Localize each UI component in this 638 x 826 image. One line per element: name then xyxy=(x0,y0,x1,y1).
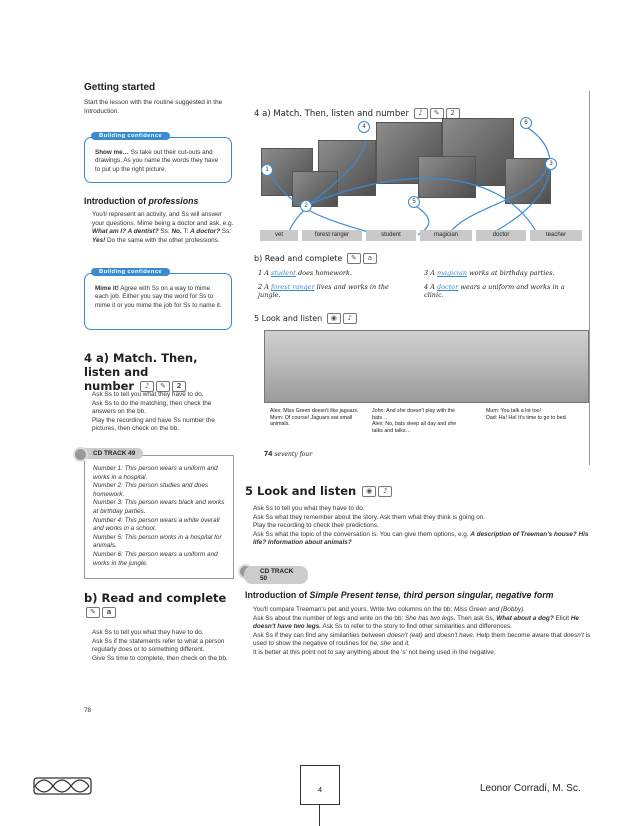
speech: Of course! Jaguars eat small animals. xyxy=(270,414,353,428)
word-label-doctor: doctor xyxy=(476,230,526,241)
item-number: 1 xyxy=(258,269,263,277)
dialogue-line xyxy=(486,415,582,422)
section-4a-instructions xyxy=(92,391,234,434)
instruction-line: Give Ss time to complete, then check on the bb. xyxy=(92,654,228,662)
bc-lead: Mime it! xyxy=(95,285,119,292)
intro-t4: Ss: xyxy=(220,228,232,236)
number-circle-4: 4 xyxy=(358,121,370,133)
footer-author: Leonor Corradi, M. Sc. xyxy=(480,783,581,794)
celtic-knot-logo xyxy=(33,777,93,795)
dialogue-line xyxy=(372,421,468,434)
transcript-line: Number 6: This person wears a uniform and works in the jungle. xyxy=(93,550,218,567)
item-post: works at birthday parties. xyxy=(467,269,555,277)
building-confidence-box-1 xyxy=(84,133,232,183)
number-circle-1: 1 xyxy=(261,164,273,176)
word-label-student: student xyxy=(366,230,416,241)
item-answer: student xyxy=(270,269,296,277)
bc-lead: Show me… xyxy=(95,149,129,156)
listen-icon: ♪ xyxy=(378,486,392,497)
speaker: Alex: xyxy=(270,408,282,414)
section-4a-heading xyxy=(84,351,234,393)
item-answer: magician xyxy=(436,269,468,277)
cd-track-50-badge xyxy=(238,566,308,582)
intro-title-em: professions xyxy=(148,196,199,206)
book-5-title: 5 Look and listen xyxy=(254,314,323,323)
book-item-1 xyxy=(258,269,408,277)
p1-em: Miss Green and (Bobby). xyxy=(454,606,526,613)
cd-track-label: CD TRACK 50 xyxy=(244,566,308,584)
para-2 xyxy=(253,615,593,632)
look-icon: ◉ xyxy=(327,313,341,324)
dialogue-line xyxy=(270,408,366,415)
write-icon: a xyxy=(363,253,377,264)
p3-mid: Help them become aware that xyxy=(474,631,564,639)
book-item-2 xyxy=(258,283,408,299)
intro-professions-text xyxy=(92,211,234,245)
item-number: 2 xyxy=(258,283,263,291)
p2-mid: Then ask Ss, xyxy=(455,614,497,622)
para-1 xyxy=(253,606,593,615)
family-dinner-illustration xyxy=(264,330,589,403)
section-4b-heading xyxy=(84,591,234,619)
intro-simple-present-text xyxy=(253,606,593,658)
book-4a-title: 4 a) Match. Then, listen and number xyxy=(254,109,409,119)
instruction-line: Ask Ss to tell you what they have to do. xyxy=(92,629,204,636)
p3-em4: he, she xyxy=(369,640,391,648)
match-icon: ✎ xyxy=(430,108,444,119)
section-4b-title: b) Read and complete xyxy=(84,591,227,605)
book-item-3 xyxy=(424,269,584,277)
p2-em1: She has two legs. xyxy=(405,614,456,622)
p1-pre: You'll compare Treeman's pet and yours. Write two columns on the bb: xyxy=(253,606,455,613)
getting-started-text: Start the lesson with the routine suggested in the Introduction. xyxy=(84,99,223,115)
item-number: 3 xyxy=(424,269,429,277)
building-confidence-text xyxy=(95,285,225,310)
bc-body: Agree with Ss on a way to mime each job. Either you say the word for Ss to mime it or you mime the job for Ss to name it. xyxy=(95,285,222,309)
p3-em1: doesn't (eat) xyxy=(387,631,423,639)
section-5-title: 5 Look and listen xyxy=(245,484,357,498)
number-icon: 2 xyxy=(172,381,186,392)
speaker: John: xyxy=(372,408,385,414)
intro-t3: T: xyxy=(181,228,191,236)
speech: No, bats sleep all day and she talks and talks… xyxy=(372,421,457,434)
read-icon: ✎ xyxy=(347,253,361,264)
transcript-line: Number 4: This person wears a white overall and works in a school. xyxy=(93,516,220,533)
speech: Miss Green doesn't like jaguars. xyxy=(283,408,359,414)
section-5-heading xyxy=(245,484,392,498)
word-label-vet: vet xyxy=(260,230,298,241)
intro-q2: A doctor? xyxy=(190,228,221,236)
item-pre: A xyxy=(430,283,437,291)
item-pre: A xyxy=(264,283,271,291)
read-icon: ✎ xyxy=(86,607,100,618)
cd-track-transcript xyxy=(85,456,233,568)
bc-body: Ss take out their cut-outs and drawings. As you name the words they have to put up the right picture. xyxy=(95,149,219,173)
speaker: Mum: xyxy=(270,414,284,421)
p2-mid2: Elicit xyxy=(553,614,571,622)
section-4a-title-1: 4 a) Match. Then, listen and xyxy=(84,351,198,379)
number-circle-3: 3 xyxy=(545,158,557,170)
transcript-line: Number 3: This person wears black and works at birthday parties. xyxy=(93,499,225,515)
speech: And she doesn't play with the bats… xyxy=(372,408,455,421)
speech: Ha! Ha! It's time to go to bed. xyxy=(498,414,568,421)
p3-and2: and xyxy=(390,640,406,648)
p3-and: and xyxy=(422,631,437,639)
instruction-em: A description of Treeman's house? His life? Information about animals? xyxy=(253,530,589,547)
instruction-pre: Ask Ss what the topic of the conversation is. You can give them options, e.g. xyxy=(253,530,471,538)
p2-em3: He doesn't have two legs. xyxy=(253,614,579,631)
building-confidence-label: Building confidence xyxy=(91,268,170,276)
intro-t5: Do the same with the other professions. xyxy=(105,236,220,244)
instruction-line: Ask Ss what they remember about the story. Ask them what they think is going on. xyxy=(253,513,486,521)
intro-title-pre: Introduction of xyxy=(84,196,149,206)
p3-mid2: is used to show the negative of routines for xyxy=(253,631,591,648)
instruction-line: Ask Ss if the statements refer to what a person regularly does or to something different. xyxy=(92,637,225,654)
p2-pre: Ask Ss about the number of legs and write on the bb: xyxy=(253,614,406,622)
page-number-left: 78 xyxy=(84,707,92,714)
match-icon: ✎ xyxy=(156,381,170,392)
instruction-line: Ask Ss to tell you what they have to do. xyxy=(92,391,204,398)
dialogue-line xyxy=(270,415,366,428)
section-4a-title-2: number xyxy=(84,379,135,393)
number-circle-5: 5 xyxy=(408,196,420,208)
word-label-teacher: teacher xyxy=(530,230,582,241)
item-answer: forest ranger xyxy=(270,283,315,291)
item-pre: A xyxy=(264,269,271,277)
instruction-line: Play the recording and have Ss number the pictures, then check on the bb. xyxy=(92,416,215,433)
section-5-instructions xyxy=(253,505,593,548)
item-post: does homework. xyxy=(295,269,353,277)
transcript-line: Number 1: This person wears a uniform and works in a hospital. xyxy=(93,465,218,481)
instruction-line: Ask Ss to tell you what they have to do. xyxy=(253,505,365,512)
getting-started-heading: Getting started xyxy=(84,82,156,93)
word-label-magician: magician xyxy=(420,230,472,241)
building-confidence-text xyxy=(95,149,225,174)
p3-em5: it. xyxy=(405,640,411,648)
dialogue-line xyxy=(372,408,468,421)
intro-a2: Yes! xyxy=(92,236,106,244)
cd-track-label: CD TRACK 49 xyxy=(77,448,143,459)
item-pre: A xyxy=(430,269,437,277)
p3-em3: doesn't xyxy=(563,631,584,639)
item-post: wears a uniform and works in a clinic. xyxy=(424,283,565,299)
transcript-line: Number 2: This person studies and does homework. xyxy=(93,482,209,498)
p2-em2: What about a dog? xyxy=(496,614,554,622)
intro-q1: What am I? A dentist? xyxy=(92,228,159,236)
intro2-title-em: Simple Present tense, third person singular, negative form xyxy=(309,590,554,600)
listen-icon: ♪ xyxy=(343,313,357,324)
p3-em2: doesn't have. xyxy=(436,631,475,639)
instruction-line: Play the recording to check their predictions. xyxy=(253,522,379,530)
intro-t2: Ss: xyxy=(158,228,172,236)
item-post: lives and works in the jungle. xyxy=(258,283,389,299)
book-4b-heading xyxy=(254,253,377,264)
matching-lines xyxy=(238,110,590,250)
book-page-no: 74 xyxy=(264,449,273,458)
intro-a1: No. xyxy=(171,228,182,236)
book-4b-title: b) Read and complete xyxy=(254,254,343,263)
footer-page-box xyxy=(300,765,340,805)
p2-post: Ask Ss to refer to the story to find other similarities and differences. xyxy=(320,623,512,631)
speech: You talk a lot too! xyxy=(500,408,542,414)
book-5-heading xyxy=(254,313,357,324)
intro-t1: You'll represent an activity, and Ss will answer your questions. Mime being a doctor and ask, e.g. xyxy=(92,211,234,227)
write-icon: a xyxy=(102,607,116,618)
listen-icon: ♪ xyxy=(140,381,154,392)
item-number: 4 xyxy=(424,283,429,291)
number-circle-6: 6 xyxy=(520,117,532,129)
instruction-line: Ask Ss to do the matching, then check the answers on the bb. xyxy=(92,399,212,416)
intro2-title-pre: Introduction of xyxy=(245,590,310,600)
number-icon: 2 xyxy=(446,108,460,119)
cd-icon xyxy=(73,447,88,462)
footer-page-number: 4 xyxy=(317,785,323,794)
instruction-line xyxy=(253,531,593,548)
dialogue-line xyxy=(486,408,582,415)
footer-page-box-stem xyxy=(319,805,320,826)
para-3 xyxy=(253,632,593,649)
book-page-number xyxy=(264,449,312,458)
intro-professions-heading xyxy=(84,196,198,206)
number-circle-2: 2 xyxy=(300,200,312,212)
section-4b-instructions xyxy=(92,629,234,663)
look-icon: ◉ xyxy=(362,486,376,497)
item-answer: doctor xyxy=(436,283,459,291)
transcript-line: Number 5: This person works in a hospital for animals. xyxy=(93,533,222,550)
listen-icon: ♪ xyxy=(414,108,428,119)
para-4: It is better at this point not to say anything about the 's' not being used in the negative. xyxy=(253,648,496,656)
dialogue-col-3 xyxy=(486,408,582,421)
speaker: Mum: xyxy=(486,408,500,414)
speaker: Alex: xyxy=(372,421,384,428)
p3-pre: Ask Ss if they can find any similarities between xyxy=(253,631,388,639)
dialogue-col-2 xyxy=(372,408,468,434)
dialogue-col-1 xyxy=(270,408,366,428)
book-page-word: seventy four xyxy=(274,451,313,458)
cd-track-49-box xyxy=(84,450,234,579)
building-confidence-label: Building confidence xyxy=(91,132,170,140)
speaker: Dad: xyxy=(486,414,498,421)
word-label-forest-ranger: forest ranger xyxy=(302,230,362,241)
intro-simple-present-heading xyxy=(245,590,595,600)
building-confidence-box-2 xyxy=(84,269,232,330)
book-item-4 xyxy=(424,283,584,299)
